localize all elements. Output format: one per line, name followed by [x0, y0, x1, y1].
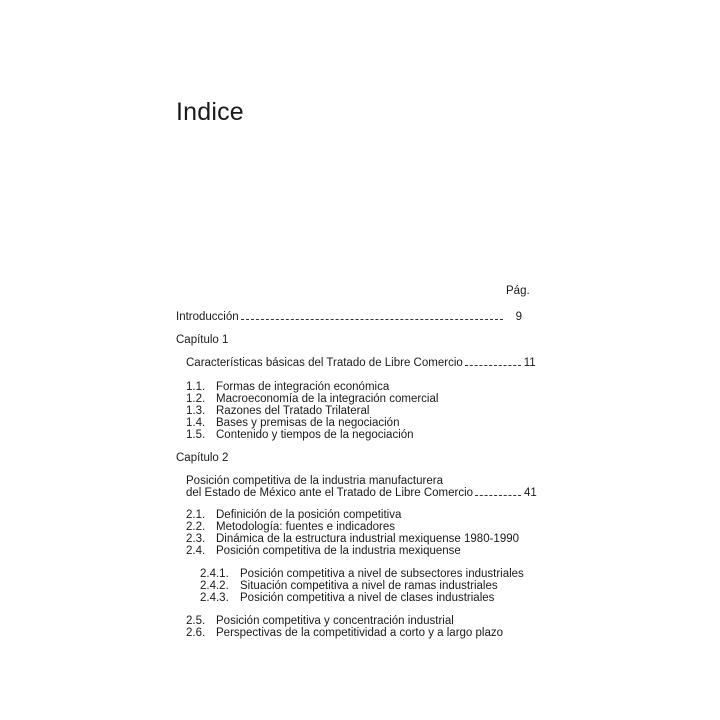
section-number: 1.4. [186, 417, 206, 429]
section-title: Formas de integración económica [216, 381, 390, 393]
section-title: Posición competitiva a nivel de subsectores industriales [240, 568, 524, 580]
section-number: 2.4. [186, 545, 206, 557]
section-title: Metodología: fuentes e indicadores [216, 521, 396, 533]
toc-section-2-6[interactable] [186, 626, 503, 640]
toc-subsection-2-4-3[interactable] [200, 591, 494, 605]
section-number: 2.4.3. [200, 592, 229, 604]
section-number: 2.1. [186, 509, 206, 521]
toc-section-2-4[interactable] [186, 544, 461, 558]
section-title: Contenido y tiempos de la negociación [216, 429, 414, 441]
toc-section-1-5[interactable] [186, 428, 414, 442]
toc-entry-label: Características básicas del Tratado de Libre Comercio [186, 357, 463, 369]
toc-entry-label: del Estado de México ante el Tratado de Libre Comercio [186, 487, 474, 499]
dot-leader [475, 495, 521, 496]
section-number: 1.3. [186, 405, 206, 417]
section-number: 1.5. [186, 429, 206, 441]
toc-page-number: 9 [515, 311, 523, 323]
section-number: 1.2. [186, 393, 206, 405]
toc-page-number: 41 [524, 487, 537, 499]
toc-page-number: 11 [523, 357, 536, 369]
section-title: Situación competitiva a nivel de ramas industriales [240, 580, 498, 592]
toc-entry-label: Introducción [176, 311, 239, 323]
section-title: Perspectivas de la competitividad a corto y a largo plazo [216, 627, 504, 639]
section-title: Dinámica de la estructura industrial mexiquense 1980-1990 [216, 533, 520, 545]
page-title: Indice [176, 98, 244, 126]
toc-entry-chapter2-line1[interactable]: Posición competitiva de la industria manufacturera [186, 475, 443, 487]
section-number: 2.5. [186, 615, 206, 627]
section-title: Razones del Tratado Trilateral [216, 405, 370, 417]
section-number: 2.3. [186, 533, 206, 545]
section-number: 2.6. [186, 627, 206, 639]
section-number: 2.2. [186, 521, 206, 533]
section-title: Bases y premisas de la negociación [216, 417, 400, 429]
section-title: Definición de la posición competitiva [216, 509, 402, 521]
page-column-label: Pág. [506, 285, 530, 297]
chapter-heading: Capítulo 1 [176, 334, 229, 346]
section-number: 2.4.2. [200, 580, 229, 592]
toc-entry-chapter2[interactable] [186, 486, 537, 500]
section-title: Posición competitiva y concentración industrial [216, 615, 454, 627]
dot-leader [241, 319, 503, 320]
chapter-heading: Capítulo 2 [176, 452, 229, 464]
toc-entry-introduccion[interactable] [176, 310, 522, 324]
section-title: Posición competitiva de la industria mexiquense [216, 545, 461, 557]
section-number: 1.1. [186, 381, 206, 393]
section-title: Posición competitiva a nivel de clases industriales [240, 592, 495, 604]
toc-entry-chapter1[interactable] [186, 356, 536, 370]
section-number: 2.4.1. [200, 568, 229, 580]
dot-leader [465, 365, 521, 366]
section-title: Macroeconomía de la integración comercial [216, 393, 439, 405]
